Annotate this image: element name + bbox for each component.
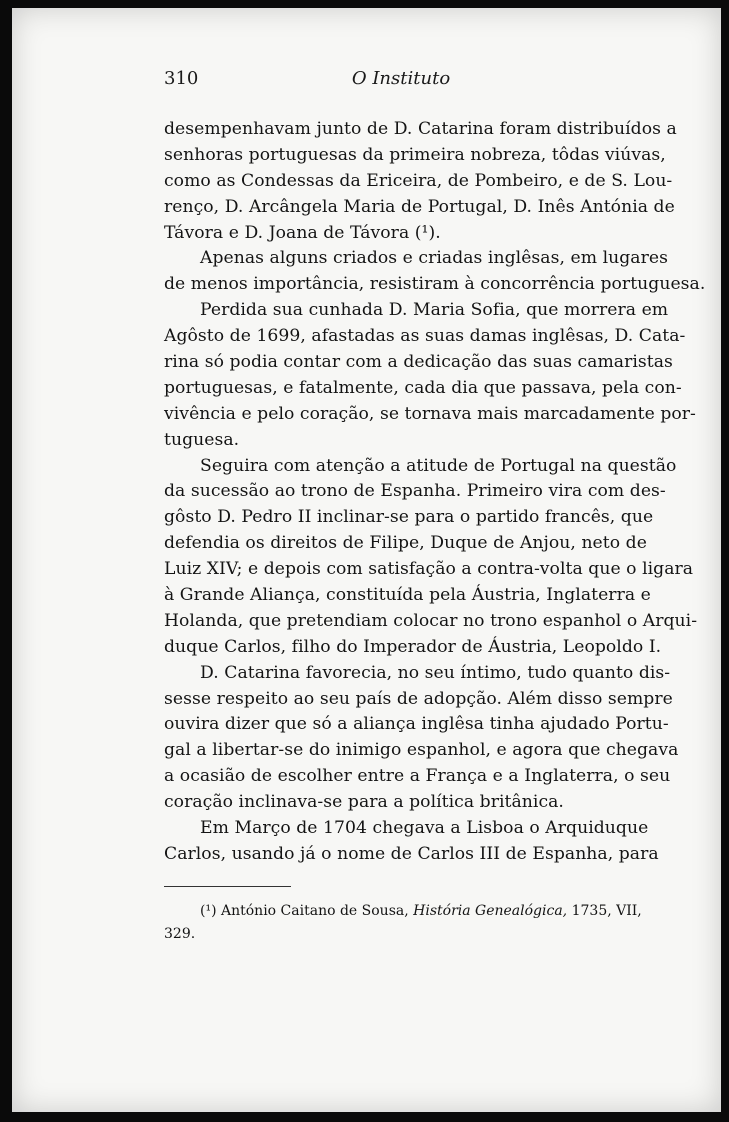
text-line: D. Catarina favorecia, no seu íntimo, tudo quanto dis-: [200, 662, 671, 683]
text-line: rina só podia contar com a dedicação das suas camaristas: [164, 352, 673, 373]
text-line: da sucessão ao trono de Espanha. Primeiro vira com des-: [164, 481, 666, 502]
text-line: a ocasião de escolher entre a França e a Inglaterra, o seu: [164, 766, 671, 787]
running-title: O Instituto: [351, 68, 451, 89]
text-line: vivência e pelo coração, se tornava mais marcadamente por-: [164, 403, 696, 424]
text-line: Seguira com atenção a atitude de Portugal na questão: [200, 455, 677, 476]
text-line: Carlos, usando já o nome de Carlos III de Espanha, para: [164, 843, 659, 864]
page-number: 310: [164, 68, 199, 89]
body-text: [164, 117, 706, 868]
text-line: Holanda, que pretendiam colocar no trono espanhol o Arqui-: [164, 610, 698, 631]
footnote-title: História Genealógica,: [413, 903, 568, 919]
text-line: Luiz XIV; e depois com satisfação a contra-volta que o ligara: [164, 559, 694, 580]
text-line: Em Março de 1704 chegava a Lisboa o Arquiduque: [200, 818, 649, 839]
text-line: como as Condessas da Ericeira, de Pombeiro, e de S. Lou-: [164, 170, 673, 191]
text-line: Távora e D. Joana de Távora (¹).: [164, 222, 441, 243]
text-line: Apenas alguns criados e criadas inglêsas, em lugares: [200, 248, 668, 269]
text-line: gôsto D. Pedro II inclinar-se para o partido francês, que: [164, 507, 654, 528]
text-line: tuguesa.: [164, 429, 240, 450]
text-line: desempenhavam junto de D. Catarina foram distribuídos a: [164, 119, 677, 139]
footnote-marker: (¹): [200, 903, 217, 919]
footnote-divider: [164, 886, 291, 887]
footnote: [164, 900, 642, 946]
text-line: duque Carlos, filho do Imperador de Áustria, Leopoldo I.: [164, 636, 662, 657]
footnote-line: [164, 900, 642, 923]
text-line: Agôsto de 1699, afastadas as suas damas inglêsas, D. Cata-: [164, 326, 686, 347]
text-line: ouvira dizer que só a aliança inglêsa tinha ajudado Portu-: [164, 714, 669, 735]
text-line: portuguesas, e fatalmente, cada dia que passava, pela con-: [164, 377, 682, 398]
text-line: à Grande Aliança, constituída pela Áustria, Inglaterra e: [164, 585, 651, 606]
text-line: sesse respeito ao seu país de adopção. Além disso sempre: [164, 688, 673, 709]
page-header: [164, 68, 638, 92]
text-line: senhoras portuguesas da primeira nobreza, tôdas viúvas,: [164, 144, 666, 165]
text-line: renço, D. Arcângela Maria de Portugal, D. Inês Antónia de: [164, 196, 675, 217]
text-line: defendia os direitos de Filipe, Duque de Anjou, neto de: [164, 533, 647, 554]
text-line: de menos importância, resistiram à concorrência portuguesa.: [164, 274, 706, 295]
footnote-continuation: 329.: [164, 926, 196, 942]
footnote-author: António Caitano de Sousa,: [221, 903, 409, 919]
text-line: coração inclinava-se para a política britânica.: [164, 792, 564, 813]
footnote-reference: 1735, VII,: [571, 903, 642, 919]
text-line: gal a libertar-se do inimigo espanhol, e agora que chegava: [164, 740, 679, 761]
text-line: Perdida sua cunhada D. Maria Sofia, que morrera em: [200, 300, 669, 321]
